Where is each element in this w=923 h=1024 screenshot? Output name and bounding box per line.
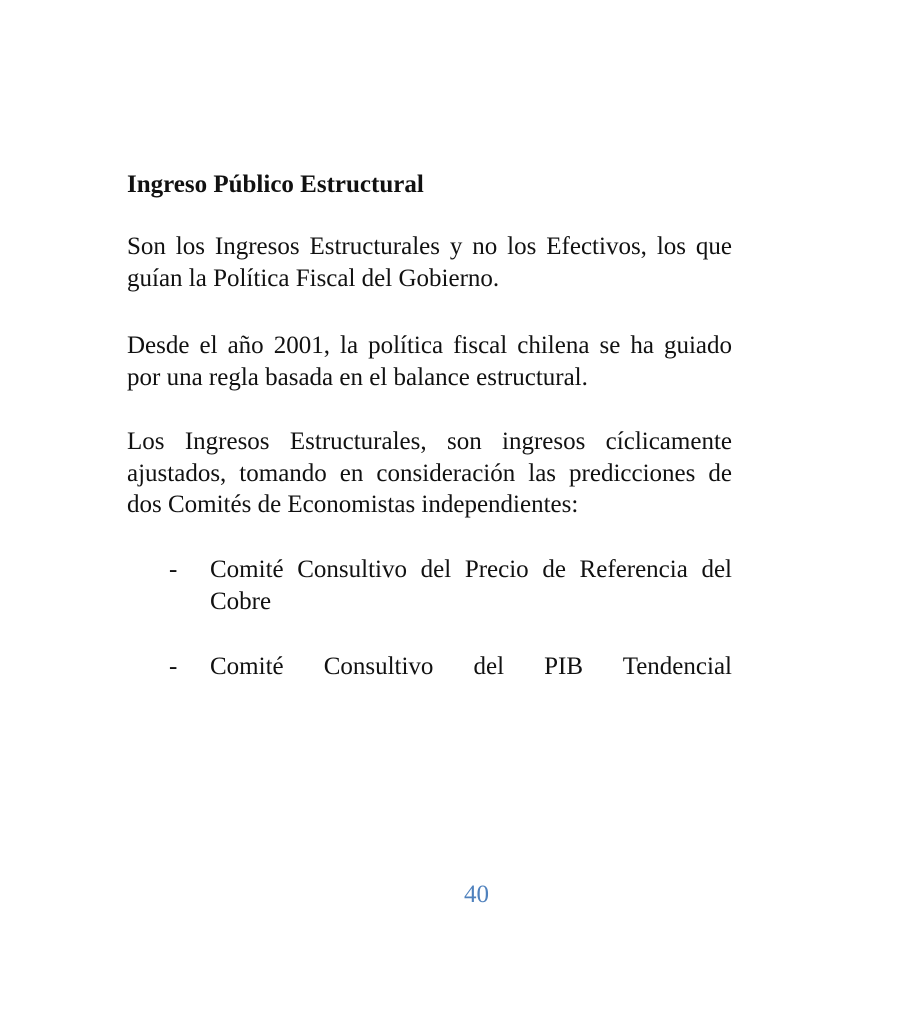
page-number: 40 [464, 881, 489, 908]
paragraph-3: Los Ingresos Estructurales, son ingresos cíclicamente ajustados, tomando en consideración las predicciones de dos Comités de Economistas independientes: [127, 428, 732, 518]
list-item-text: Comité Consultivo del PIB Tendencial [210, 653, 732, 680]
list-item-text: Comité Consultivo del Precio de Referencia del Cobre [210, 556, 732, 615]
paragraph-2: Desde el año 2001, la política fiscal chilena se ha guiado por una regla basada en el balance estructural. [127, 332, 732, 391]
section-heading: Ingreso Público Estructural [127, 171, 424, 198]
paragraph-1: Son los Ingresos Estructurales y no los Efectivos, los que guían la Política Fiscal del Gobierno. [127, 233, 732, 292]
list-item [127, 554, 732, 617]
list-item [127, 651, 732, 683]
list-dash-marker: - [169, 653, 178, 680]
list-dash-marker: - [169, 556, 178, 583]
